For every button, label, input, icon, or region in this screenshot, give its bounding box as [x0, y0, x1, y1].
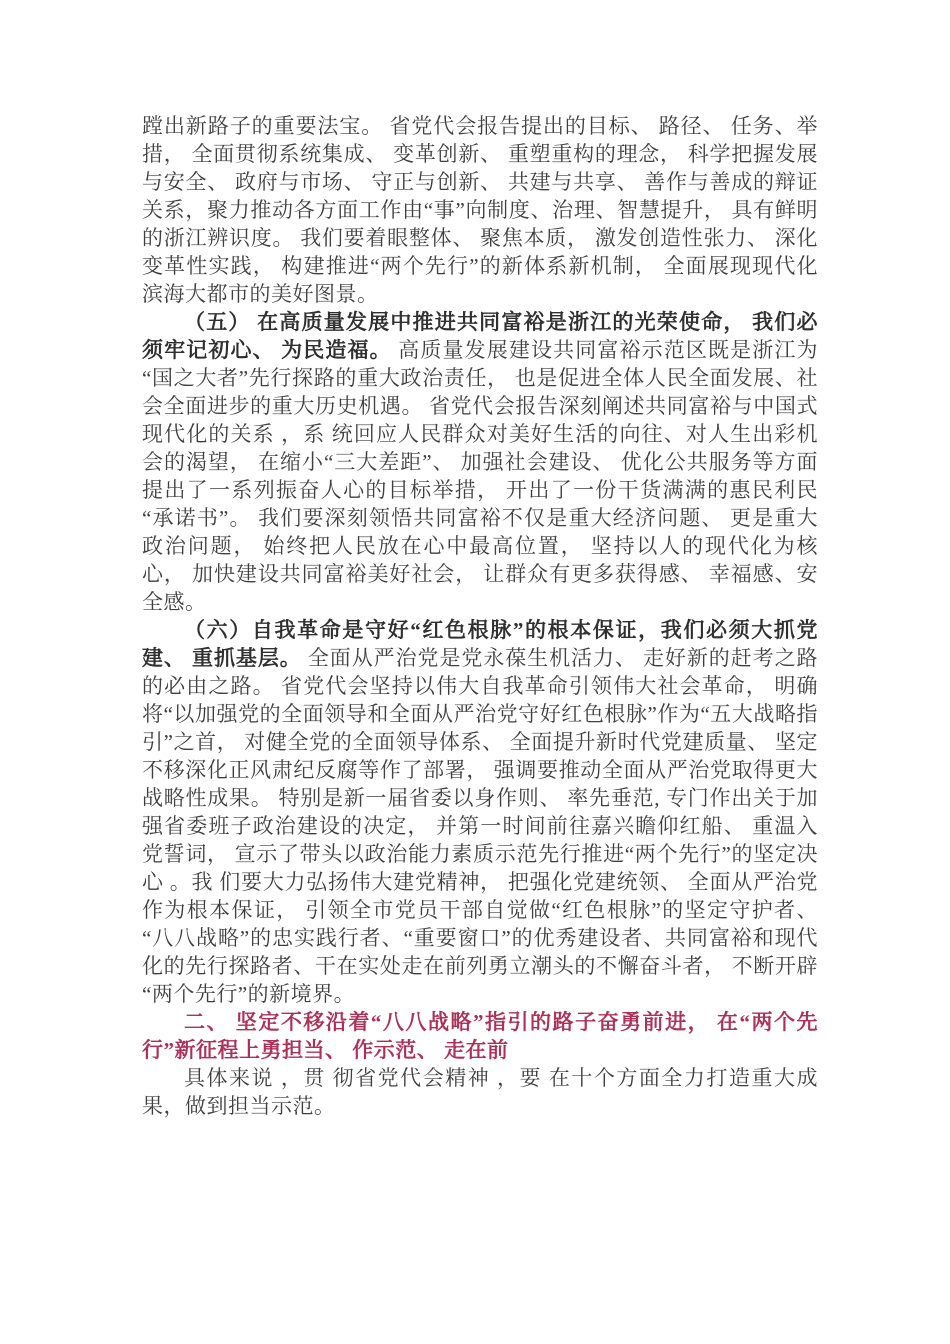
paragraph-continuation-text: 蹚出新路子的重要法宝。 省党代会报告提出的目标、 路径、 任务、举措， 全面贯彻系统集成、 变革创新、 重塑重构的理念， 科学把握发展与安全、 政府与市场、 守正与创新、 共建与共享、 善作与善成的辩证关系，聚力推动各方面工作由“事”向制度、治理、智慧提升， 具有鲜明的浙江辨识度。 我们要着眼整体、 聚焦本质， 激发创造性张力、 深化变革性实践， 构建推进“两个先行”的新体系新机制， 全面展现现代化滨海大都市的美好图景。 [142, 114, 818, 306]
paragraph-section-five [142, 308, 818, 616]
conclusion-text: 具体来说 ，贯 彻省党代会精神 ，要 在十个方面全力打造重大成果，做到担当示范。 [142, 1066, 818, 1118]
paragraph-conclusion [142, 1064, 818, 1120]
paragraph-section-six [142, 616, 818, 1008]
document-text-body [142, 112, 818, 1120]
section-five-lead-bold: （五） 在高质量发展中推进共同富裕是浙江的光荣使命， 我们必须牢记初心、 为民造福。 [142, 310, 818, 362]
section-six-lead-bold: （六）自我革命是守好“红色根脉”的根本保证，我们必须大抓党建、 重抓基层。 [142, 618, 818, 670]
paragraph-continuation [142, 112, 818, 308]
section-six-body-text: 全面从严治党是党永葆生机活力、 走好新的赶考之路的必由之路。 省党代会坚持以伟大自我革命引领伟大社会革命， 明确将“以加强党的全面领导和全面从严治党守好红色根脉”作为“五大战略指引”之首， 对健全党的全面领导体系、 全面提升新时代党建质量、 坚定不移深化正风肃纪反腐等作了部署， 强调要推动全面从严治党取得更大战略性成果。 特别是新一届省委以身作则、 率先垂范, 专门作出关于加强省委班子政治建设的决定， 并第一时间前往嘉兴瞻仰红船、 重温入党誓词， 宣示了带头以政治能力素质示范先行推进“两个先行”的坚定决心 。我 们要大力弘扬伟大建党精神， 把强化党建统领、 全面从严治党作为根本保证， 引领全市党员干部自觉做“红色根脉”的坚定守护者、“八八战略”的忠实践行者、“重要窗口”的优秀建设者、共同富裕和现代化的先行探路者、干在实处走在前列勇立潮头的不懈奋斗者， 不断开辟“两个先行”的新境界。 [142, 646, 818, 1006]
section-five-body-text: 高质量发展建设共同富裕示范区既是浙江为“国之大者”先行探路的重大政治责任， 也是促进全体人民全面发展、社会全面进步的重大历史机遇。 省党代会报告深刻阐述共同富裕与中国式现代化的关系 ，系 统回应人民群众对美好生活的向往、对人生出彩机会的渴望， 在缩小“三大差距”、 加强社会建设、 优化公共服务等方面提出了一系列振奋人心的目标举措， 开出了一份干货满满的惠民利民“承诺书”。 我们要深刻领悟共同富裕不仅是重大经济问题、 更是重大政治问题， 始终把人民放在心中最高位置， 坚持以人的现代化为核心， 加快建设共同富裕美好社会， 让群众有更多获得感、 幸福感、安全感。 [142, 338, 819, 614]
paragraph-heading-two [142, 1008, 818, 1064]
heading-two-text: 二、 坚定不移沿着“八八战略”指引的路子奋勇前进， 在“两个先行”新征程上勇担当、 作示范、 走在前 [142, 1010, 818, 1062]
